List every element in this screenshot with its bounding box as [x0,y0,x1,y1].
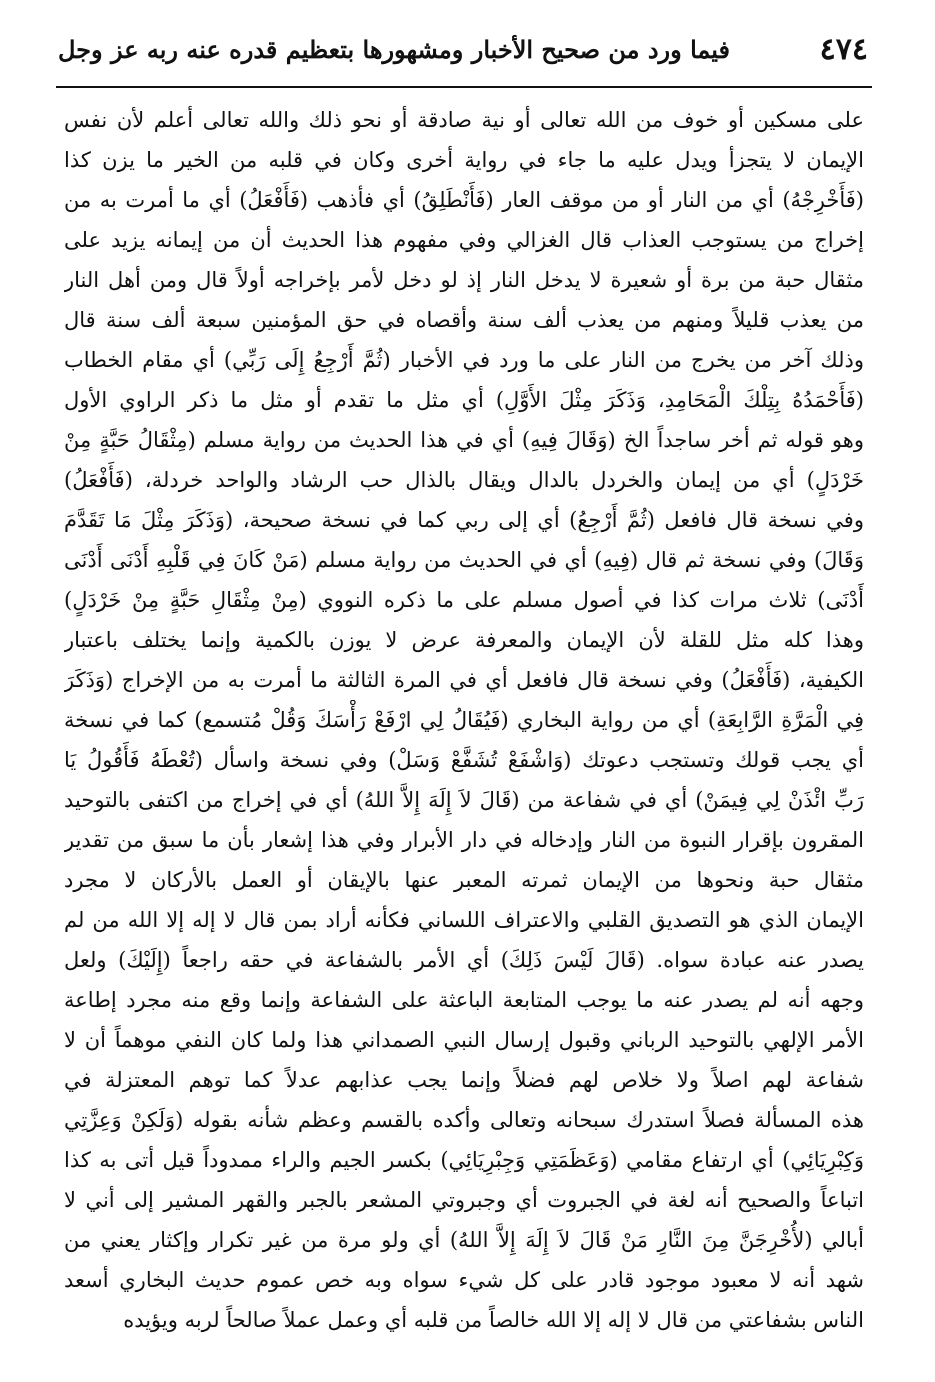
text-line: وهو قوله ثم أخر ساجداً الخ (وَقَالَ فِيهِ) أي في هذا الحديث من رواية مسلم (مِثْقَالُ حَبَّةٍ مِنْ [64,428,864,452]
text-line: وَقَالَ) وفي نسخة ثم قال (فِيهِ) أي في الحديث من رواية مسلم (مَنْ كَانَ فِي قَلْبِهِ أَدْنَى أَدْنَى [64,548,864,572]
text-line: وذلك آخر من يخرج من النار على ما ورد في الأخبار (ثُمَّ أَرْجِعُ إِلَى رَبِّي) أي مقام الخطاب [64,348,864,372]
text-line: هذه المسألة فصلاً استدرك سبحانه وتعالى وأكده بالقسم وعظم شأنه بقوله (وَلَكِنْ وَعِزَّتِي [64,1108,864,1132]
text-line: خَرْدَلٍ) أي من إيمان والخردل بالدال ويقال بالذال حب الرشاد والواحد خردلة، (فَأَفْعَلُ) [64,468,864,492]
text-line: أبالي (لأُخْرِجَنَّ مِنَ النَّارِ مَنْ قَالَ لاَ إِلَهَ إِلاَّ اللهُ) أي ولو مرة من غير تكرار وإكثار يعني من [64,1228,864,1252]
text-line: وفي نسخة قال فافعل (ثُمَّ أَرْجِعُ) أي إلى ربي كما في نسخة صحيحة، (وَذَكَرَ مِثْلَ مَا تَقَدَّمَ [64,508,864,532]
text-line: الناس بشفاعتي من قال لا إله إلا الله خالصاً من قلبه أي وعمل عملاً صالحاً لربه ويؤيده [123,1308,864,1332]
text-line: وَكِبْرِيَائِي) أي ارتفاع مقامي (وَعَظَمَتِي وَجِبْرِيَائِي) بكسر الجيم والراء ممدوداً قيل أتى به كذا [64,1148,864,1172]
text-line: فِي الْمَرَّةِ الرَّابِعَةِ) أي من رواية البخاري (فَيُقَالُ لِي ارْفَعْ رَأْسَكَ وَقُلْ مُتسمع) كما في نسخة [64,708,864,732]
text-line: المقرون بإقرار النبوة من النار وإدخاله في دار الأبرار وفي هذا إشعار بأن ما سبق من تقدير [64,828,864,852]
text-line: على مسكين أو خوف من الله تعالى أو نية صادقة أو نحو ذلك والله تعالى أعلم لأن نفس [64,108,864,132]
text-line: شهد أنه لا معبود موجود قادر على كل شيء سواه وبه خص عموم حديث البخاري أسعد [64,1268,864,1292]
body-text [64,100,864,1340]
text-line: الأمر الإلهي بالتوحيد الرباني وقبول إرسال النبي الصمداني هذا ولما كان النفي موهماً أن لا [64,1028,864,1052]
text-line: أي يجب قولك وتستجب دعوتك (وَاشْفَعْ تُشَفَّعْ وَسَلْ) وفي نسخة واسأل (تُعْطَهُ فَأَقُولُ يَا [64,748,864,772]
text-line: يصدر عنه عبادة سواه. (قَالَ لَيْسَ ذَلِكَ) أي الأمر بالشفاعة في حقه راجعاً (إِلَيْكَ) ولعل [64,948,864,972]
text-line: وجهه أنه لم يصدر عنه ما يوجب المتابعة الباعثة على الشفاعة وإنما وقع منه مجرد إطاعة [64,988,864,1012]
text-line: رَبِّ ائْذَنْ لِي فِيمَنْ) أي في شفاعة من (قَالَ لاَ إِلَهَ إِلاَّ اللهُ) أي في إخراج من اكتفى بالتوحيد [64,788,864,812]
text-line: مثقال حبة ونحوها من الإيمان ثمرته المعبر عنها بالإيقان أو العمل بالأركان لا مجرد [64,868,864,892]
header-rule [56,86,872,88]
text-line: (فَأَخْرِجْهُ) أي من النار أو من موقف العار (فَأَنْطَلِقُ) أي فأذهب (فَأَفْعَلُ) أي ما أمرت به من [64,188,864,212]
text-line: شفاعة لهم اصلاً ولا خلاص لهم فضلاً وإنما يجب عذابهم عدلاً كما توهم المعتزلة في [64,1068,864,1092]
text-line: (فَأَحْمَدُهُ بِتِلْكَ الْمَحَامِدِ، وَذَكَرَ مِثْلَ الأَوَّلِ) أي مثل ما تقدم أو مثل ما ذكر الراوي الأول [64,388,864,412]
text-line: الإيمان لا يتجزأ ويدل عليه ما جاء في رواية أخرى وكان في قلبه من الخير ما يزن كذا [64,148,864,172]
text-line: وهذا كله مثل للقلة لأن الإيمان والمعرفة عرض لا يوزن بالكمية وإنما يختلف باعتبار [64,628,864,652]
page-number: ٤٧٤ [819,32,868,67]
text-line: الإيمان الذي هو التصديق القلبي والاعتراف اللساني فكأنه أراد بمن قال لا إله إلا الله من لم [64,908,864,932]
text-line: اتباعاً والصحيح أنه لغة في الجبروت أي وجبروتي المشعر بالجبر والقهر المشير إلى أني لا [64,1188,864,1212]
text-line: الكيفية، (فَأَفْعَلُ) وفي نسخة قال فافعل أي في المرة الثالثة ما أمرت به من الإخراج (وَذَكَرَ [64,668,864,692]
text-line: من يعذب قليلاً ومنهم من يعذب ألف سنة وأقصاه في حق المؤمنين سبعة ألف سنة قال [64,308,864,332]
text-line: مثقال حبة من برة أو شعيرة لا يدخل النار إذ لو دخل لأمر بإخراجه أولاً قال ومن أهل النار [64,268,864,292]
running-title: فيما ورد من صحيح الأخبار ومشهورها بتعظيم قدره عنه ربه عز وجل [58,35,730,64]
text-line: أَدْنَى) ثلاث مرات كذا في أصول مسلم على ما ذكره النووي (مِنْ مِثْقَالِ حَبَّةٍ مِنْ خَرْدَلٍ) [64,588,864,612]
text-line: إخراج من يستوجب العذاب قال الغزالي وفي مفهوم هذا الحديث أن من إيمانه يزيد على [64,228,864,252]
page-header [58,30,868,80]
